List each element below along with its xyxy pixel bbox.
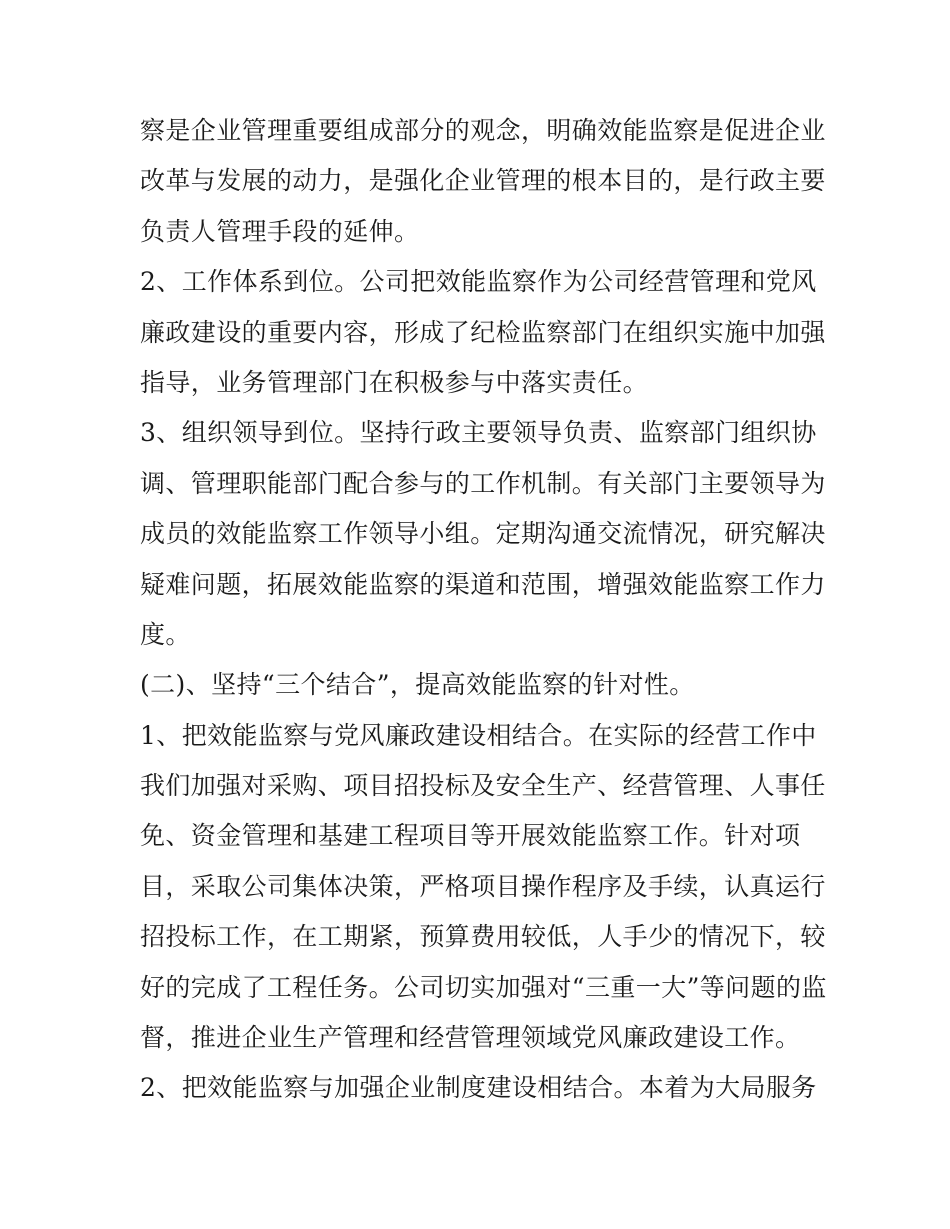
text-line: 廉政建设的重要内容，形成了纪检监察部门在组织实施中加强: [140, 317, 826, 347]
section-heading: (二)、坚持“三个结合”，提高效能监察的针对性。: [140, 670, 695, 700]
text-line: 改革与发展的动力，是强化企业管理的根本目的，是行政主要: [140, 166, 826, 196]
text-line: 目，采取公司集体决策，严格项目操作程序及手续，认真运行: [140, 871, 826, 901]
text-line: 度。: [140, 619, 191, 649]
text-line: 指导，业务管理部门在积极参与中落实责任。: [140, 367, 649, 397]
document-body: [140, 106, 827, 1114]
text-line: 2、工作体系到位。公司把效能监察作为公司经营管理和党风: [140, 267, 817, 297]
text-line: 督，推进企业生产管理和经营管理领域党风廉政建设工作。: [140, 1023, 801, 1053]
text-line: 招投标工作，在工期紧，预算费用较低，人手少的情况下，较: [140, 922, 826, 952]
text-line: 调、管理职能部门配合参与的工作机制。有关部门主要领导为: [140, 468, 826, 498]
text-line: 负责人管理手段的延伸。: [140, 216, 420, 246]
text-line: 好的完成了工程任务。公司切实加强对“三重一大”等问题的监: [140, 972, 827, 1002]
text-line: 疑难问题，拓展效能监察的渠道和范围，增强效能监察工作力: [140, 569, 826, 599]
text-line: 察是企业管理重要组成部分的观念，明确效能监察是促进企业: [140, 116, 826, 145]
text-line: 2、把效能监察与加强企业制度建设相结合。本着为大局服务: [140, 1073, 817, 1103]
text-line: 免、资金管理和基建工程项目等开展效能监察工作。针对项: [140, 821, 801, 851]
text-line: 我们加强对采购、项目招投标及安全生产、经营管理、人事任: [140, 771, 826, 801]
text-line: 3、组织领导到位。坚持行政主要领导负责、监察部门组织协: [140, 418, 817, 448]
text-line: 1、把效能监察与党风廉政建设相结合。在实际的经营工作中: [140, 720, 817, 750]
text-line: 成员的效能监察工作领导小组。定期沟通交流情况，研究解决: [140, 519, 826, 549]
